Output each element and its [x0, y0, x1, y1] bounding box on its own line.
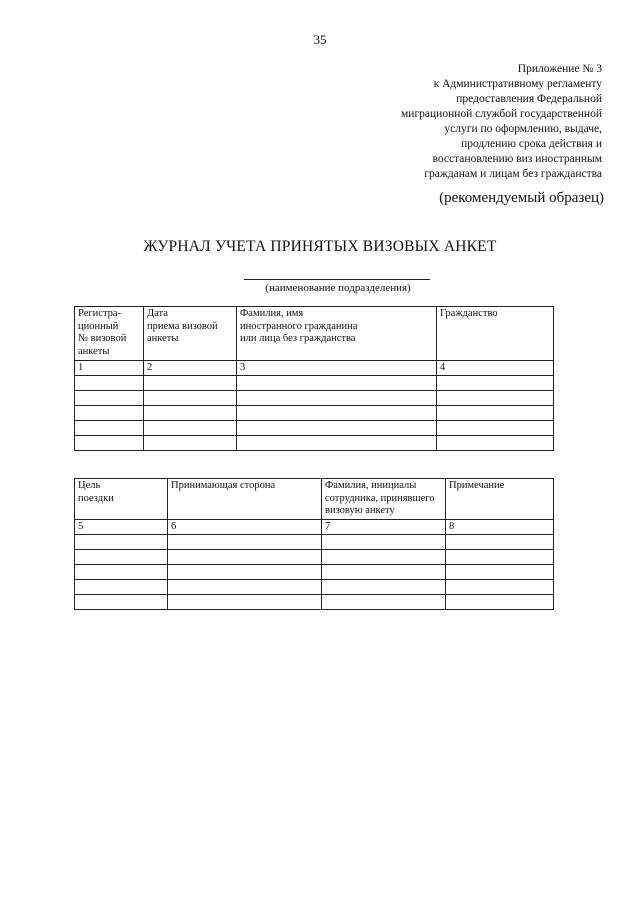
- table-cell: [168, 549, 322, 564]
- table-row: [75, 579, 554, 594]
- table-row: [75, 534, 554, 549]
- table-cell: [446, 564, 554, 579]
- table-cell: [168, 564, 322, 579]
- appendix-line: Приложение № 3: [517, 63, 602, 75]
- table-cell: [237, 436, 437, 451]
- header-cell-citizenship: Гражданство: [437, 307, 554, 361]
- table-cell: [75, 391, 144, 406]
- table-cell: [75, 534, 168, 549]
- appendix-block: [342, 62, 602, 182]
- column-number: 1: [75, 361, 144, 376]
- table-cell: [322, 579, 446, 594]
- table-cell: [144, 406, 237, 421]
- appendix-line: услуги по оформлению, выдаче,: [444, 123, 602, 135]
- header-cell-registration-number: Регистра- ционный № визовой анкеты: [75, 307, 144, 361]
- subdivision-blank-line: [244, 279, 430, 280]
- table-cell: [144, 391, 237, 406]
- table-cell: [144, 436, 237, 451]
- appendix-line: миграционной службой государственной: [401, 108, 602, 120]
- table-cell: [168, 594, 322, 609]
- table-row: [75, 391, 554, 406]
- table-cell: [75, 436, 144, 451]
- appendix-line: к Административному регламенту: [433, 78, 602, 90]
- table-cell: [75, 376, 144, 391]
- appendix-line: гражданам и лицам без гражданства: [424, 168, 602, 180]
- table-cell: [168, 534, 322, 549]
- table-row: [75, 549, 554, 564]
- journal-title: ЖУРНАЛ УЧЕТА ПРИНЯТЫХ ВИЗОВЫХ АНКЕТ: [143, 238, 497, 255]
- table-cell: [75, 594, 168, 609]
- column-number-row: [75, 519, 554, 534]
- table-cell: [446, 549, 554, 564]
- table-row: [75, 564, 554, 579]
- appendix-line: восстановлению виз иностранным: [432, 153, 602, 165]
- header-cell-employee-name: Фамилия, инициалы сотрудника, принявшего визовую анкету: [322, 479, 446, 520]
- journal-table-part-1: [74, 306, 554, 451]
- appendix-line: продлению срока действия и: [461, 138, 602, 150]
- table-cell: [237, 406, 437, 421]
- appendix-line: предоставления Федеральной: [456, 93, 602, 105]
- table-cell: [237, 391, 437, 406]
- header-cell-trip-purpose: Цель поездки: [75, 479, 168, 520]
- header-cell-host-party: Принимающая сторона: [168, 479, 322, 520]
- table-cell: [446, 534, 554, 549]
- header-cell-note: Примечание: [446, 479, 554, 520]
- header-cell-full-name: Фамилия, имя иностранного гражданина или лица без гражданства: [237, 307, 437, 361]
- sample-note: (рекомендуемый образец): [439, 190, 604, 206]
- page-number: 35: [313, 32, 327, 47]
- table-row: [75, 436, 554, 451]
- column-number: 8: [446, 519, 554, 534]
- table-cell: [75, 579, 168, 594]
- table-cell: [322, 594, 446, 609]
- table-cell: [437, 391, 554, 406]
- subdivision-caption: (наименование подразделения): [265, 282, 411, 294]
- table-cell: [168, 579, 322, 594]
- table-cell: [75, 421, 144, 436]
- header-cell-acceptance-date: Дата приема визовой анкеты: [144, 307, 237, 361]
- table-row: [75, 594, 554, 609]
- table-row: [75, 376, 554, 391]
- table-cell: [446, 579, 554, 594]
- table-cell: [75, 406, 144, 421]
- table-row: [75, 421, 554, 436]
- table-cell: [75, 564, 168, 579]
- column-number: 3: [237, 361, 437, 376]
- table-cell: [237, 376, 437, 391]
- table-cell: [322, 549, 446, 564]
- table-cell: [437, 436, 554, 451]
- column-number: 7: [322, 519, 446, 534]
- table-cell: [322, 534, 446, 549]
- column-number: 2: [144, 361, 237, 376]
- column-number: 6: [168, 519, 322, 534]
- table-cell: [144, 421, 237, 436]
- table-cell: [237, 421, 437, 436]
- table-cell: [437, 421, 554, 436]
- table-header-row: [75, 479, 554, 520]
- table-cell: [437, 406, 554, 421]
- table-header-row: [75, 307, 554, 361]
- column-number: 4: [437, 361, 554, 376]
- table-cell: [75, 549, 168, 564]
- table-cell: [322, 564, 446, 579]
- table-cell: [144, 376, 237, 391]
- journal-table-part-2: [74, 478, 554, 610]
- column-number: 5: [75, 519, 168, 534]
- table-cell: [446, 594, 554, 609]
- column-number-row: [75, 361, 554, 376]
- table-cell: [437, 376, 554, 391]
- table-row: [75, 406, 554, 421]
